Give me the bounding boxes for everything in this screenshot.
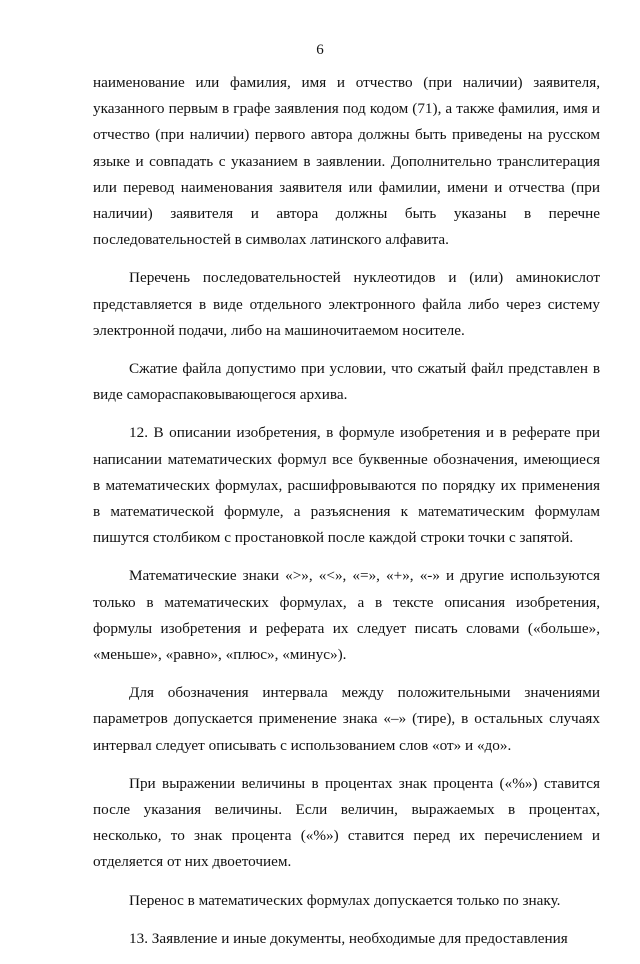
page-number: 6	[316, 42, 324, 58]
paragraph-percent-sign: При выражении величины в процентах знак процента («%») ставится после указания величины. Если величин, выражаемых в процентах, несколько, то знак процента («%») ставится перед их перечислением и отделяется от них двоеточием.	[93, 774, 600, 871]
paragraph-item-12-math-formulas: 12. В описании изобретения, в формуле изобретения и в реферате при написании математических формул все буквенные обозначения, имеющиеся в математических формулах, расшифровываются по порядку их применения в математической формуле, а разъяснения к математическим формулам пишутся столбиком с простановкой после каждой строки точки с запятой.	[93, 424, 600, 547]
paragraph-math-signs: Математические знаки «>», «<», «=», «+», «-» и другие используются только в математических формулах, а в тексте описания изобретения, формулы изобретения и реферата их следует писать словами («больше», «меньше», «равно», «плюс», «минус»).	[93, 567, 600, 664]
paragraph-item-13-application: 13. Заявление и иные документы, необходимые для предоставления	[129, 929, 568, 947]
paragraph-file-compression: Сжатие файла допустимо при условии, что сжатый файл представлен в виде самораспаковывающегося архива.	[93, 360, 600, 404]
document-body	[93, 70, 600, 964]
paragraph-formula-hyphenation: Перенос в математических формулах допускается только по знаку.	[129, 891, 561, 909]
paragraph-applicant-name-continued: наименование или фамилия, имя и отчество (при наличии) заявителя, указанного первым в графе заявления под кодом (71), а также фамилия, имя и отчество (при наличии) первого автора должны быть приведены на русском языке и совпадать с указанием в заявлении. Дополнительно транслитерация или перевод наименования заявителя или фамилии, имени и отчества (при наличии) заявителя и автора должны быть указаны в перечне последовательностей в символах латинского алфавита.	[93, 74, 600, 249]
paragraph-sequence-list-file: Перечень последовательностей нуклеотидов и (или) аминокислот представляется в виде отдельного электронного файла либо через систему электронной подачи, либо на машиночитаемом носителе.	[93, 269, 600, 339]
paragraph-interval-notation: Для обозначения интервала между положительными значениями параметров допускается применение знака «–» (тире), в остальных случаях интервал следует описывать с использованием слов «от» и «до».	[93, 684, 600, 754]
